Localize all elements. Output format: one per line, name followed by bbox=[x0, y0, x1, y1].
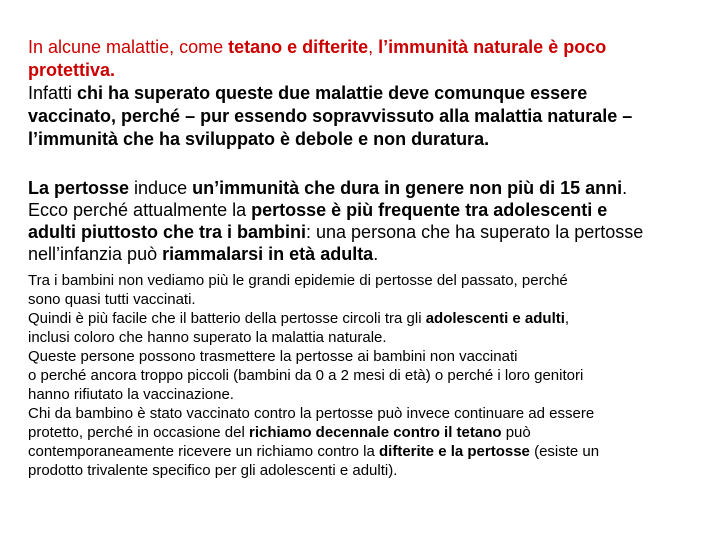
pertussis-line-4 bbox=[28, 243, 716, 265]
pertussis-paragraph bbox=[28, 177, 716, 265]
slide-content bbox=[28, 36, 716, 480]
pertussis-relapse: riammalarsi in età adulta bbox=[162, 244, 374, 264]
pertussis-end: . bbox=[373, 244, 379, 264]
pertussis-period: . bbox=[622, 178, 628, 198]
pertussis-induces: induce bbox=[129, 178, 193, 198]
pertussis-term: La pertosse bbox=[28, 178, 130, 198]
transmission-comma: , bbox=[564, 310, 570, 327]
intro-text: In alcune malattie, come bbox=[28, 37, 229, 57]
transmission-booster: richiamo decennale contro il tetano bbox=[248, 424, 502, 441]
transmission-line-5: Queste persone possono trasmettere la pertosse ai bambini non vaccinati bbox=[28, 348, 518, 365]
pertussis-line-2 bbox=[28, 199, 716, 221]
transmission-line-2: sono quasi tutti vaccinati. bbox=[28, 291, 196, 308]
transmission-line-8: Chi da bambino è stato vaccinato contro la pertosse può invece continuare ad essere bbox=[28, 405, 595, 422]
transmission-line-11: prodotto trivalente specifico per gli adolescenti e adulti). bbox=[28, 462, 398, 479]
transmission-exists: (esiste un bbox=[529, 443, 600, 460]
pertussis-duration: un’immunità che dura in genere non più di 15 anni bbox=[192, 178, 623, 198]
intro-line-5 bbox=[28, 128, 716, 151]
intro-survivors: chi ha superato queste due malattie deve comunque essere bbox=[77, 83, 588, 103]
intro-weak-immunity: l’immunità che ha sviluppato è debole e non duratura. bbox=[28, 129, 490, 149]
pertussis-adults: adulti piuttosto che tra i bambini bbox=[28, 222, 307, 242]
transmission-quindi: Quindi è più facile che il batterio della pertosse circoli tra gli bbox=[28, 310, 426, 327]
transmission-line-9 bbox=[28, 423, 716, 442]
intro-comma: , bbox=[368, 37, 379, 57]
intro-diseases: tetano e difterite bbox=[228, 37, 369, 57]
intro-line-4 bbox=[28, 105, 716, 128]
transmission-line-10 bbox=[28, 442, 716, 461]
transmission-line-4: inclusi coloro che hanno superato la malattia naturale. bbox=[28, 329, 387, 346]
transmission-line-3 bbox=[28, 309, 716, 328]
intro-line-3 bbox=[28, 82, 716, 105]
pertussis-ecco: Ecco perché attualmente la bbox=[28, 200, 252, 220]
transmission-puo: può bbox=[501, 424, 531, 441]
transmission-adolescents: adolescenti e adulti bbox=[425, 310, 565, 327]
pertussis-line-1 bbox=[28, 177, 716, 199]
pertussis-childhood: nell’infanzia può bbox=[28, 244, 163, 264]
intro-infatti: Infatti bbox=[28, 83, 78, 103]
pertussis-line-3 bbox=[28, 221, 716, 243]
intro-line-1 bbox=[28, 36, 716, 59]
pertussis-frequent: pertosse è più frequente tra adolescenti e bbox=[251, 200, 608, 220]
intro-line-2 bbox=[28, 59, 716, 82]
intro-protective: protettiva. bbox=[28, 60, 116, 80]
transmission-simultaneous: contemporaneamente ricevere un richiamo contro la bbox=[28, 443, 380, 460]
transmission-line-7: hanno rifiutato la vaccinazione. bbox=[28, 386, 234, 403]
intro-immunity: l’immunità naturale è poco bbox=[378, 37, 607, 57]
pertussis-person: : una persona che ha superato la pertosse bbox=[306, 222, 644, 242]
transmission-paragraph bbox=[28, 271, 716, 480]
transmission-protetto: protetto, perché in occasione del bbox=[28, 424, 249, 441]
transmission-diphtheria: difterite e la pertosse bbox=[379, 443, 530, 460]
transmission-line-1: Tra i bambini non vediamo più le grandi epidemie di pertosse del passato, perché bbox=[28, 272, 568, 289]
intro-vaccinated: vaccinato, perché – pur essendo sopravvissuto alla malattia naturale – bbox=[28, 106, 633, 126]
transmission-line-6: o perché ancora troppo piccoli (bambini da 0 a 2 mesi di età) o perché i loro genitori bbox=[28, 367, 584, 384]
intro-paragraph bbox=[28, 36, 716, 151]
